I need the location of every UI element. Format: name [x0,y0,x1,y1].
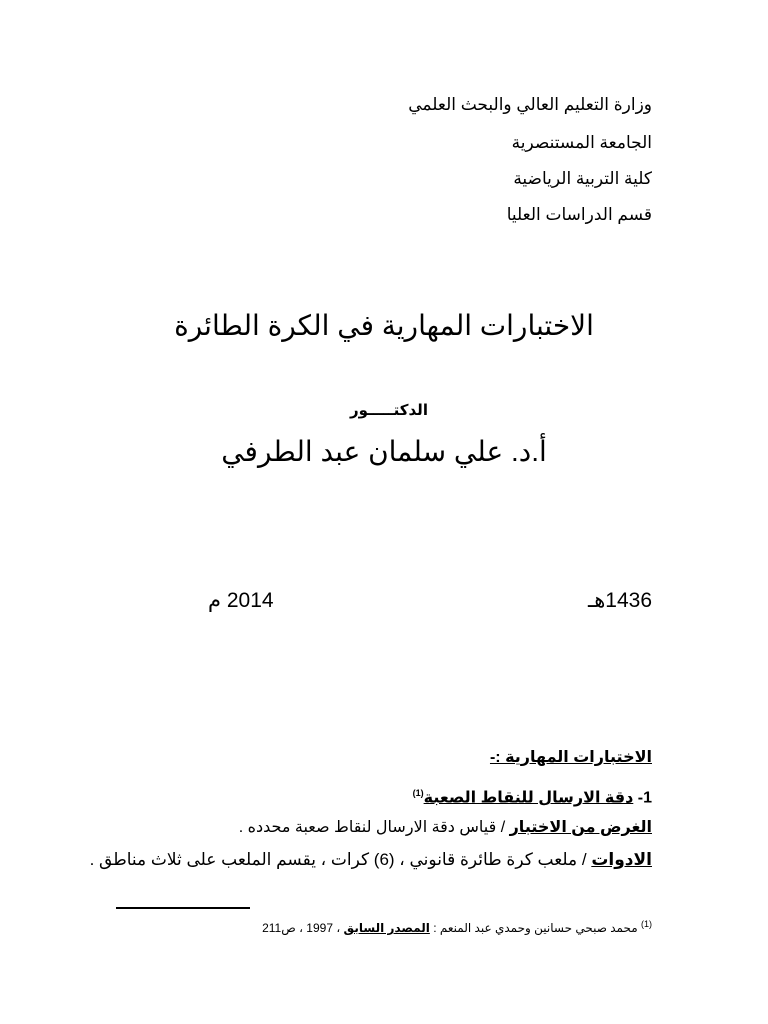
test-footnote-ref: (1) [412,788,424,798]
footnote-separator [116,907,250,909]
footnote-marker: (1) [640,919,652,929]
purpose-line [239,817,652,839]
test-number: 1- [637,789,652,807]
tools-label: الادوات [591,850,652,869]
footnote [262,916,652,936]
tools-text: / ملعب كرة طائرة قانوني ، (6) كرات ، يقسم الملعب على ثلاث مناطق . [89,850,592,869]
department-line: قسم الدراسات العليا [506,205,652,224]
university-line: الجامعة المستنصرية [511,133,652,152]
test-name: دقة الارسال للنقاط الصعبة [423,789,634,807]
author-label: الدكتـــــور [350,402,428,419]
author-name: أ.د. علي سلمان عبد الطرفي [221,436,547,467]
document-title: الاختبارات المهارية في الكرة الطائرة [174,310,594,341]
hijri-date: 1436هـ [588,589,652,612]
college-line: كلية التربية الرياضية [513,169,652,188]
ministry-line: وزارة التعليم العالي والبحث العلمي [408,95,652,114]
footnote-rest: ، 1997 ، ص211 [262,921,344,935]
footnote-source: المصدر السابق [343,921,430,935]
gregorian-date: 2014 م [208,589,274,612]
purpose-label: الغرض من الاختبار [509,819,652,836]
test-title [413,782,652,809]
purpose-text: / قياس دقة الارسال لنقاط صعبة محدده . [238,819,510,836]
tools-line [90,849,652,871]
section-heading: الاختبارات المهارية :- [489,749,652,766]
footnote-authors: محمد صبحي حسانين وحمدي عبد المنعم : [429,921,641,935]
